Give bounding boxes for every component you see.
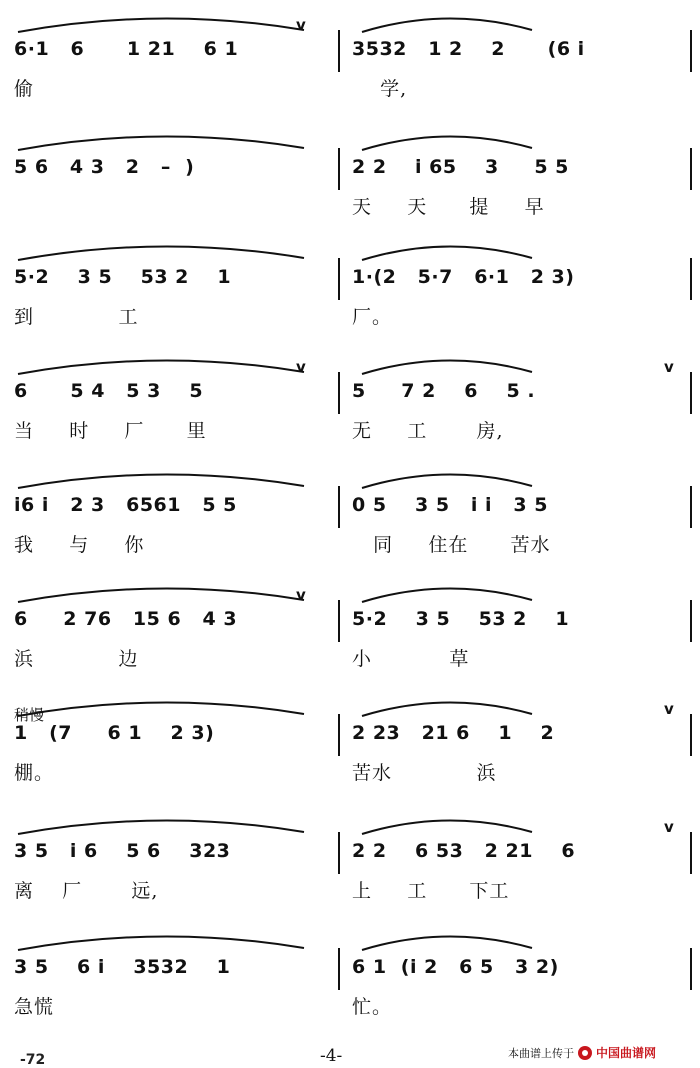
left-measure-group xyxy=(14,684,330,796)
slur-mark xyxy=(14,572,314,606)
lyrics-line: 浜 边 xyxy=(14,648,139,670)
jianpu-notes: 1·(2 5·7 6·1 2 3) xyxy=(352,266,575,288)
slur-mark xyxy=(352,344,652,378)
slur-mark xyxy=(14,920,314,954)
breath-mark-icon: v xyxy=(296,358,306,376)
score-system xyxy=(0,456,700,568)
right-measure-group xyxy=(352,118,692,230)
upload-credit xyxy=(508,1044,656,1061)
score-system xyxy=(0,570,700,682)
slur-mark xyxy=(14,458,314,492)
jianpu-notes: 3 5 6 i 3532 1 xyxy=(14,956,231,978)
score-system xyxy=(0,342,700,454)
score-system xyxy=(0,918,700,1030)
breath-mark-icon: v xyxy=(664,358,674,376)
slur-mark xyxy=(352,920,652,954)
lyrics-line: 当 时 厂 里 xyxy=(14,420,207,442)
barline xyxy=(690,30,692,72)
jianpu-notes: 2 2 i 65 3 5 5 xyxy=(352,156,569,178)
slur-mark xyxy=(14,120,314,154)
site-logo-icon xyxy=(578,1046,592,1060)
lyrics-line: 偷 xyxy=(14,78,35,100)
jianpu-notes: 6 1 (i 2 6 5 3 2) xyxy=(352,956,559,978)
jianpu-notes: 5 6 4 3 2 – ) xyxy=(14,156,195,178)
barline xyxy=(690,600,692,642)
left-measure-group xyxy=(14,118,330,230)
right-measure-group xyxy=(352,342,692,454)
left-measure-group xyxy=(14,456,330,568)
site-name: 中国曲谱网 xyxy=(596,1046,657,1060)
barline xyxy=(690,258,692,300)
score-system xyxy=(0,0,700,112)
left-measure-group xyxy=(14,570,330,682)
slur-mark xyxy=(352,230,652,264)
barline xyxy=(338,714,340,756)
slur-mark xyxy=(352,804,652,838)
left-measure-group xyxy=(14,802,330,914)
slur-mark xyxy=(14,686,314,720)
lyrics-line: 急慌 xyxy=(14,996,55,1018)
slur-mark xyxy=(352,120,652,154)
jianpu-notes: 3 5 i 6 5 6 323 xyxy=(14,840,231,862)
right-measure-group xyxy=(352,684,692,796)
right-measure-group xyxy=(352,802,692,914)
tempo-mark: 稍慢 xyxy=(14,706,45,724)
barline xyxy=(338,948,340,990)
lyrics-line: 棚。 xyxy=(14,762,55,784)
left-measure-group xyxy=(14,228,330,340)
jianpu-notes: 5·2 3 5 53 2 1 xyxy=(14,266,232,288)
jianpu-notes: 2 23 21 6 1 2 xyxy=(352,722,555,744)
barline xyxy=(690,372,692,414)
slur-mark xyxy=(14,804,314,838)
left-measure-group xyxy=(14,918,330,1030)
lyrics-line: 小 草 xyxy=(352,648,470,670)
barline xyxy=(690,832,692,874)
barline xyxy=(338,600,340,642)
score-system xyxy=(0,684,700,796)
barline xyxy=(338,486,340,528)
barline xyxy=(338,372,340,414)
slur-mark xyxy=(352,458,652,492)
barline xyxy=(338,148,340,190)
lyrics-line: 我 与 你 xyxy=(14,534,145,556)
lyrics-line: 到 工 xyxy=(14,306,139,328)
jianpu-notes: i6 i 2 3 6561 5 5 xyxy=(14,494,237,516)
barline xyxy=(338,258,340,300)
jianpu-notes: 1 (7 6 1 2 3) xyxy=(14,722,215,744)
breath-mark-icon: v xyxy=(296,586,306,604)
page-number: -4- xyxy=(320,1046,343,1066)
slur-mark xyxy=(14,230,314,264)
barline xyxy=(690,486,692,528)
score-system xyxy=(0,118,700,230)
lyrics-line: 天 天 提 早 xyxy=(352,196,545,218)
breath-mark-icon: v xyxy=(664,818,674,836)
breath-mark-icon: v xyxy=(664,700,674,718)
lyrics-line: 上 工 下工 xyxy=(352,880,510,902)
jianpu-notes: 6 2 76 15 6 4 3 xyxy=(14,608,238,630)
slur-mark xyxy=(352,572,652,606)
barline xyxy=(690,714,692,756)
right-measure-group xyxy=(352,456,692,568)
right-measure-group xyxy=(352,0,692,112)
right-measure-group xyxy=(352,918,692,1030)
right-measure-group xyxy=(352,228,692,340)
left-measure-group xyxy=(14,0,330,112)
lyrics-line: 学, xyxy=(352,78,408,100)
lyrics-line: 苦水 浜 xyxy=(352,762,497,784)
lyrics-line: 同 住在 苦水 xyxy=(352,534,551,556)
score-system xyxy=(0,802,700,914)
jianpu-notes: 6·1 6 1 21 6 1 xyxy=(14,38,239,60)
lyrics-line: 忙。 xyxy=(352,996,393,1018)
previous-page-number: -72 xyxy=(20,1052,46,1068)
jianpu-notes: 0 5 3 5 i i 3 5 xyxy=(352,494,548,516)
barline xyxy=(690,148,692,190)
jianpu-notes: 3532 1 2 2 (6 i xyxy=(352,38,585,60)
credit-text: 本曲谱上传于 xyxy=(508,1046,574,1060)
lyrics-line: 离 厂 远, xyxy=(14,880,159,902)
slur-mark xyxy=(352,2,652,36)
breath-mark-icon: v xyxy=(296,16,306,34)
barline xyxy=(690,948,692,990)
lyrics-line: 厂。 xyxy=(352,306,393,328)
jianpu-notes: 6 5 4 5 3 5 xyxy=(14,380,204,402)
barline xyxy=(338,832,340,874)
score-system xyxy=(0,228,700,340)
slur-mark xyxy=(14,344,314,378)
left-measure-group xyxy=(14,342,330,454)
jianpu-notes: 2 2 6 53 2 21 6 xyxy=(352,840,576,862)
slur-mark xyxy=(352,686,652,720)
right-measure-group xyxy=(352,570,692,682)
jianpu-notes: 5 7 2 6 5 . xyxy=(352,380,536,402)
slur-mark xyxy=(14,2,314,36)
lyrics-line: 无 工 房, xyxy=(352,420,504,442)
jianpu-notes: 5·2 3 5 53 2 1 xyxy=(352,608,570,630)
barline xyxy=(338,30,340,72)
